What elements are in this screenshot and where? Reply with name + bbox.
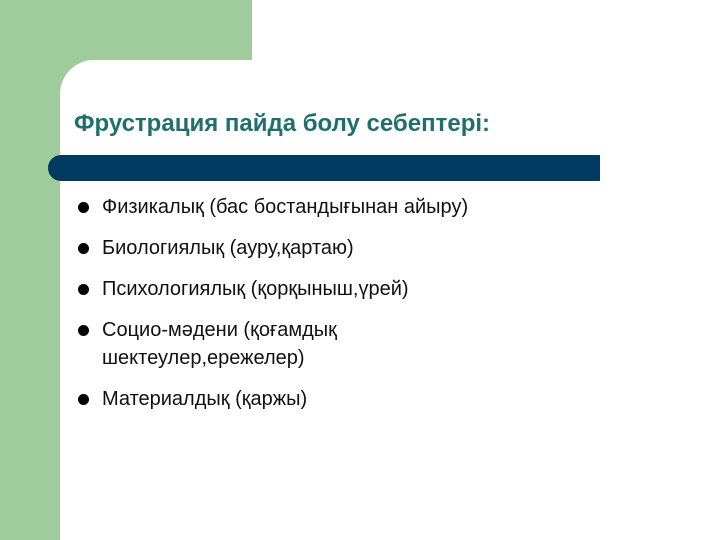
bullet-text: Биологиялық (ауру,қартаю) [102, 237, 354, 259]
bullet-text: Физикалық (бас бостандығынан айыру) [102, 196, 469, 218]
title-underline-bar [48, 155, 600, 181]
list-item [74, 385, 694, 413]
bullet-text: Материалдық (қаржы) [102, 388, 308, 410]
bullet-icon [78, 202, 89, 213]
bullet-icon [78, 394, 89, 405]
list-item [74, 316, 694, 372]
bullet-icon [78, 325, 89, 336]
list-item [74, 234, 694, 262]
bullet-list [74, 193, 694, 426]
bullet-icon [78, 243, 89, 254]
bullet-icon [78, 284, 89, 295]
bullet-text: Социо-мәдени (қоғамдық шектеулер,ережелер) [102, 319, 337, 369]
slide-title: Фрустрация пайда болу себептері: [74, 110, 491, 137]
bullet-text: Психологиялық (қорқыныш,үрей) [102, 278, 409, 300]
list-item [74, 193, 694, 221]
list-item [74, 275, 694, 303]
